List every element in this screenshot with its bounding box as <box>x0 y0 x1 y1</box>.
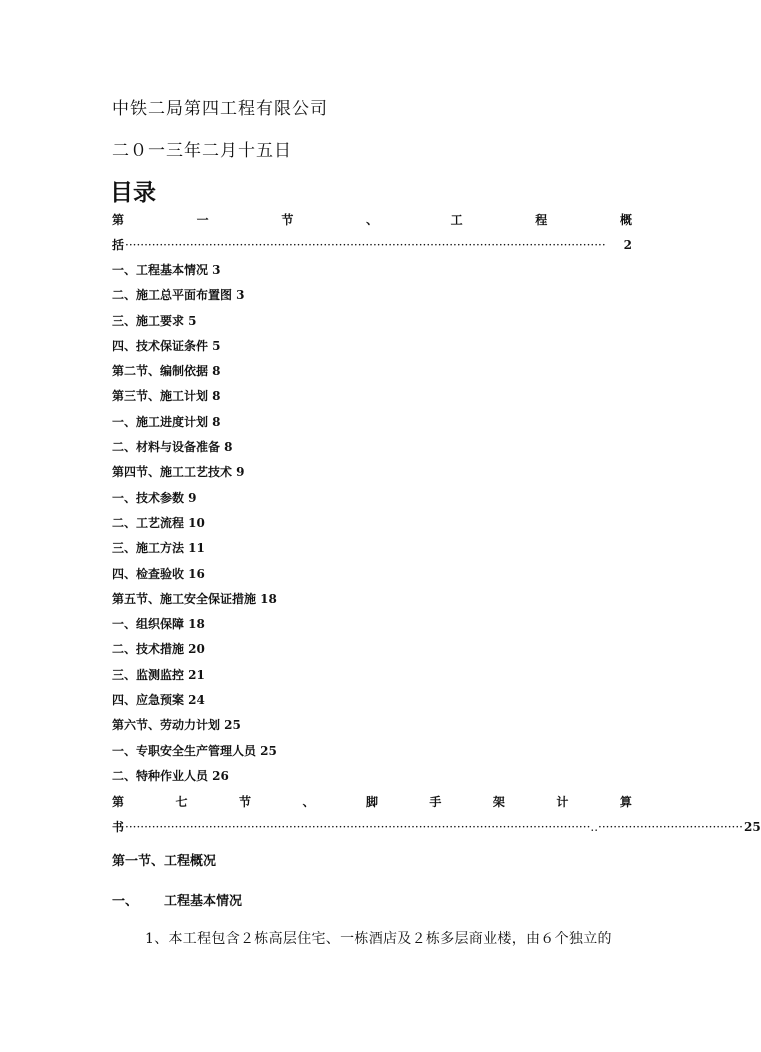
toc-entry[interactable]: 第三节、施工计划 8 <box>112 389 221 404</box>
toc-entry[interactable]: 二、工艺流程 10 <box>112 515 205 530</box>
toc-entry[interactable]: 第四节、施工工艺技术 9 <box>112 465 245 480</box>
toc-entry-tail: 括 <box>112 238 125 252</box>
toc-entry-tail: 书 <box>112 820 125 834</box>
toc-list <box>112 260 277 791</box>
toc-page-number: 2 <box>623 238 632 252</box>
dot-leader: ······························································································································ <box>125 238 606 252</box>
toc-char: 概 <box>619 213 632 227</box>
toc-entry[interactable]: 三、施工方法 11 <box>112 541 205 556</box>
toc-entry[interactable]: 一、施工进度计划 8 <box>112 414 221 429</box>
toc-entry[interactable]: 第六节、劳动力计划 25 <box>112 718 241 733</box>
subsection-title: 工程基本情况 <box>164 894 243 909</box>
toc-entry-section-7-leader[interactable] <box>112 818 761 835</box>
dot-leader: ··························································································································..······································ <box>125 820 743 834</box>
toc-entry-section-1-heading[interactable] <box>112 211 632 228</box>
document-date: 二０一三年二月十五日 <box>112 141 292 161</box>
toc-entry-section-1-leader[interactable] <box>112 236 632 253</box>
toc-entry[interactable]: 二、技术措施 20 <box>112 642 205 657</box>
toc-entry[interactable]: 二、材料与设备准备 8 <box>112 440 233 455</box>
toc-char: 脚 <box>365 795 378 809</box>
toc-char: 算 <box>619 795 632 809</box>
body-paragraph: 1、本工程包含２栋高层住宅、一栋酒店及２栋多层商业楼，由６个独立的 <box>145 931 612 947</box>
toc-char: 程 <box>535 213 548 227</box>
toc-char: 、 <box>302 795 315 809</box>
toc-entry[interactable]: 三、监测监控 21 <box>112 667 205 682</box>
toc-entry-section-7-heading[interactable] <box>112 793 632 810</box>
toc-char: 计 <box>556 795 569 809</box>
toc-char: 节 <box>238 795 251 809</box>
toc-entry[interactable]: 三、施工要求 5 <box>112 313 197 328</box>
toc-entry[interactable]: 一、专职安全生产管理人员 25 <box>112 743 277 758</box>
toc-page-number: 25 <box>743 820 761 834</box>
toc-entry[interactable]: 二、施工总平面布置图 3 <box>112 288 245 303</box>
subsection-number: 一、 <box>112 894 139 909</box>
toc-char: 一 <box>196 213 209 227</box>
toc-char: 七 <box>175 795 188 809</box>
toc-entry[interactable]: 四、技术保证条件 5 <box>112 338 221 353</box>
subsection-heading <box>112 890 242 909</box>
toc-char: 、 <box>365 213 378 227</box>
toc-entry[interactable]: 四、应急预案 24 <box>112 693 205 708</box>
toc-entry[interactable]: 第二节、编制依据 8 <box>112 364 221 379</box>
toc-entry[interactable]: 二、特种作业人员 26 <box>112 768 229 783</box>
toc-char: 第 <box>112 795 125 809</box>
company-name: 中铁二局第四工程有限公司 <box>112 99 328 119</box>
toc-char: 节 <box>281 213 294 227</box>
toc-entry[interactable]: 一、技术参数 9 <box>112 490 197 505</box>
toc-title: 目录 <box>110 179 156 206</box>
toc-char: 手 <box>429 795 442 809</box>
toc-char: 第 <box>112 213 125 227</box>
toc-entry[interactable]: 第五节、施工安全保证措施 18 <box>112 591 277 606</box>
toc-char: 工 <box>450 213 463 227</box>
toc-char: 架 <box>492 795 505 809</box>
toc-entry[interactable]: 四、检查验收 16 <box>112 566 205 581</box>
toc-entry[interactable]: 一、工程基本情况 3 <box>112 263 221 277</box>
toc-entry[interactable]: 一、组织保障 18 <box>112 617 205 632</box>
section-heading: 第一节、工程概况 <box>112 854 217 869</box>
